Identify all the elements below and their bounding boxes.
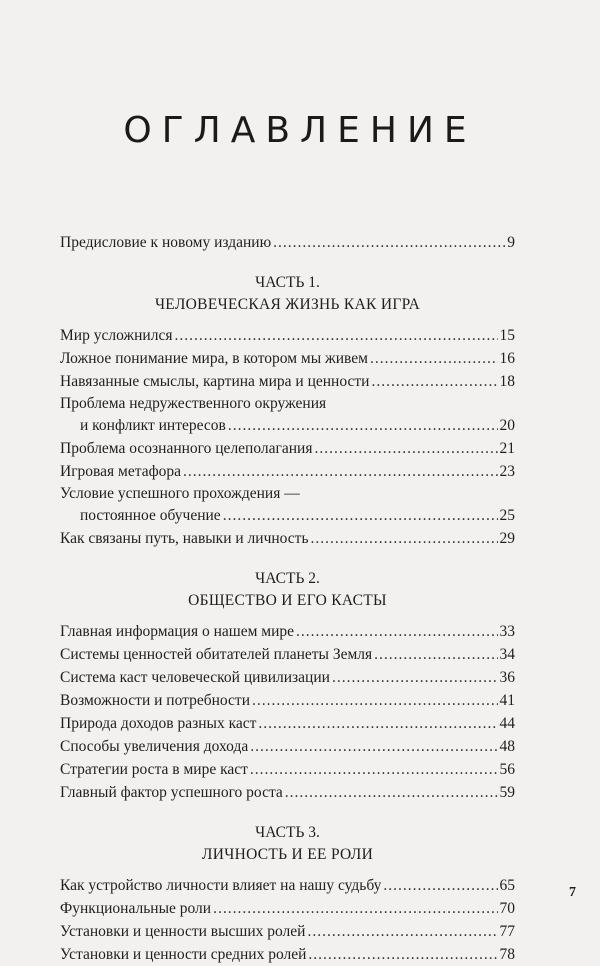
toc-entry-title: Природа доходов разных каст	[60, 715, 257, 732]
part-title: ОБЩЕСТВО И ЕГО КАСТЫ	[188, 592, 387, 609]
toc-entry	[60, 943, 515, 966]
toc-entry-title: Стратегии роста в мире каст	[60, 761, 248, 778]
toc-entry-page: 25	[499, 507, 515, 524]
leader-dots	[223, 504, 498, 527]
toc-entry-page: 65	[499, 877, 515, 894]
toc-entry-title-line: Проблема недружественного окружения	[60, 395, 327, 412]
toc-entry	[60, 437, 515, 460]
toc-entry-title: Игровая метафора	[60, 463, 182, 480]
toc-entry	[60, 347, 515, 370]
part-number: ЧАСТЬ 1.	[255, 274, 320, 291]
leader-dots	[332, 666, 498, 689]
leader-dots	[308, 943, 497, 966]
page-number: 7	[569, 885, 576, 900]
toc-entry-title: Как устройство личности влияет на нашу судьбу	[60, 877, 382, 894]
toc-entry	[60, 758, 515, 781]
toc-parts	[60, 272, 515, 966]
leader-dots	[273, 231, 505, 254]
toc-entry	[60, 666, 515, 689]
toc-entry-page: 78	[499, 946, 515, 963]
leader-dots	[252, 689, 498, 712]
toc-entry-title: Функциональные роли	[60, 900, 212, 917]
toc-entry-page: 44	[499, 715, 515, 732]
leader-dots	[296, 620, 497, 643]
toc-entry-title: Проблема осознанного целеполагания	[60, 440, 313, 457]
toc-entry-title: и конфликт интересов	[80, 417, 226, 434]
toc-entry-title: Мир усложнился	[60, 327, 173, 344]
toc-entry-page: 21	[499, 440, 515, 457]
toc-entry	[60, 689, 515, 712]
toc-entry-title: Система каст человеческой цивилизации	[60, 669, 330, 686]
toc-entry	[60, 370, 515, 393]
toc-entry-page: 29	[499, 530, 515, 547]
leader-dots	[314, 437, 497, 460]
table-of-contents	[60, 231, 515, 966]
leader-dots	[250, 735, 497, 758]
leader-dots	[285, 781, 498, 804]
toc-entry-page: 15	[499, 327, 515, 344]
toc-entry-page: 48	[499, 738, 515, 755]
toc-entry-title: Установки и ценности средних ролей	[60, 946, 307, 963]
toc-entry-title: Возможности и потребности	[60, 692, 250, 709]
toc-entry-title: Установки и ценности высших ролей	[60, 923, 306, 940]
toc-entry-page: 70	[499, 900, 515, 917]
toc-entry-page: 59	[499, 784, 515, 801]
toc-entry-page: 41	[499, 692, 515, 709]
toc-entry-title: Ложное понимание мира, в котором мы живем	[60, 350, 368, 367]
toc-entry	[60, 735, 515, 758]
leader-dots	[258, 712, 497, 735]
toc-entry-page: 20	[499, 417, 515, 434]
toc-entry	[60, 712, 515, 735]
toc-entry-preface	[60, 231, 515, 254]
toc-entry-page: 36	[499, 669, 515, 686]
toc-entry-title: Системы ценностей обитателей планеты Земля	[60, 646, 373, 663]
toc-entry-title: Навязанные смыслы, картина мира и ценности	[60, 373, 370, 390]
leader-dots	[374, 643, 497, 666]
toc-entry-page: 56	[499, 761, 515, 778]
toc-entry-page: 33	[499, 623, 515, 640]
toc-entry	[60, 527, 515, 550]
part-title: ЧЕЛОВЕЧЕСКАЯ ЖИЗНЬ КАК ИГРА	[154, 296, 421, 313]
leader-dots	[228, 414, 498, 437]
leader-dots	[311, 527, 498, 550]
toc-entry-page: 9	[507, 234, 515, 251]
toc-entry-page: 34	[499, 646, 515, 663]
toc-entry	[60, 643, 515, 666]
part-number: ЧАСТЬ 2.	[255, 570, 320, 587]
toc-entry	[60, 460, 515, 483]
toc-entry	[60, 920, 515, 943]
leader-dots	[213, 897, 497, 920]
part-title: ЛИЧНОСТЬ И ЕЕ РОЛИ	[201, 846, 374, 863]
leader-dots	[370, 347, 498, 370]
toc-entry-page: 18	[499, 373, 515, 390]
toc-entry	[60, 620, 515, 643]
toc-entry	[60, 781, 515, 804]
leader-dots	[174, 324, 497, 347]
leader-dots	[307, 920, 497, 943]
toc-entry-title: Главная информация о нашем мире	[60, 623, 295, 640]
toc-entry-page: 16	[499, 350, 515, 367]
toc-entry	[60, 414, 515, 437]
toc-entry-title: Как связаны путь, навыки и личность	[60, 530, 309, 547]
part-number: ЧАСТЬ 3.	[255, 824, 320, 841]
leader-dots	[183, 460, 497, 483]
toc-entry-page: 23	[499, 463, 515, 480]
toc-entry-title: Способы увеличения дохода	[60, 738, 249, 755]
toc-entry	[60, 874, 515, 897]
toc-entry-title: постоянное обучение	[80, 507, 221, 524]
toc-entry	[60, 324, 515, 347]
leader-dots	[383, 874, 497, 897]
toc-entry-title: Главный фактор успешного роста	[60, 784, 283, 801]
toc-entry-page: 77	[499, 923, 515, 940]
leader-dots	[250, 758, 498, 781]
leader-dots	[371, 370, 497, 393]
toc-entry	[60, 897, 515, 920]
toc-entry-title-line: Условие успешного прохождения —	[60, 485, 300, 502]
toc-entry-title: Предисловие к новому изданию	[60, 234, 272, 251]
page-title: ОГЛАВЛЕНИЕ	[123, 110, 477, 151]
toc-entry	[60, 504, 515, 527]
